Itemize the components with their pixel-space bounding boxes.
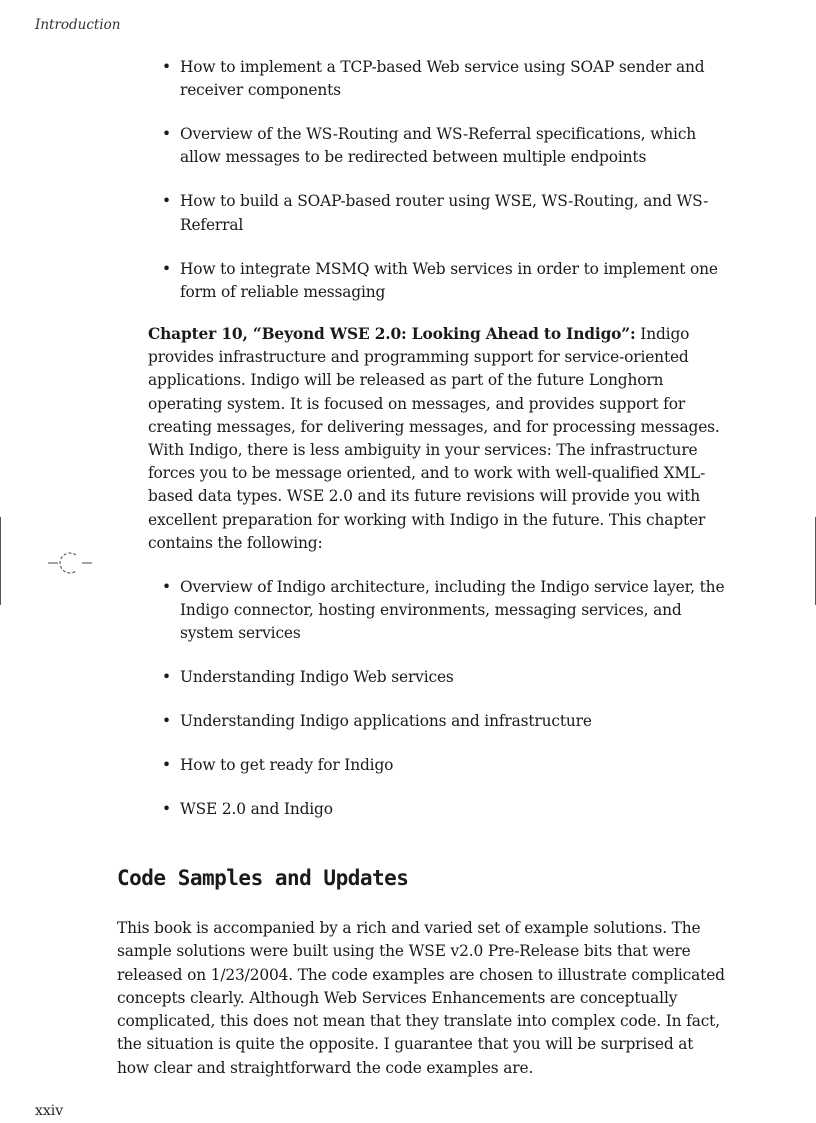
page-number: xxiv xyxy=(35,1103,64,1119)
crop-mark-left xyxy=(0,517,1,605)
list-item: • How to implement a TCP-based Web service using SOAP sender and receiver components xyxy=(148,56,728,102)
list-item: • Understanding Indigo applications and infrastructure xyxy=(148,710,728,733)
chapter10-text: Indigo provides infrastructure and programming support for service-oriented applications. Indigo will be released as part of the future Longhorn operating system. It is focused on messages, and provides support for creating messages, for delivering messages, and for processing messages. With Indigo, there is less ambiguity in your services: The infrastructure forces you to be message oriented, and to work with well-qualified XML-based data types. WSE 2.0 and its future revisions will provide you with excellent preparation for working with Indigo in the future. This chapter contains the following: xyxy=(148,325,720,552)
list-item: • Overview of Indigo architecture, including the Indigo service layer, the Indigo connector, hosting environments, messaging services, and system services xyxy=(148,576,728,646)
section-heading: Code Samples and Updates xyxy=(117,866,409,890)
chapter10-description xyxy=(148,323,732,555)
chapter9-bullet-list xyxy=(148,56,728,325)
list-item: • How to get ready for Indigo xyxy=(148,754,728,777)
registration-mark-icon xyxy=(48,550,92,576)
list-item: • Overview of the WS-Routing and WS-Referral specifications, which allow messages to be redirected between multiple endpoints xyxy=(148,123,728,169)
running-head: Introduction xyxy=(35,17,121,33)
list-item: • How to build a SOAP-based router using WSE, WS-Routing, and WS-Referral xyxy=(148,190,728,236)
chapter10-bullet-list xyxy=(148,576,728,842)
chapter10-title: Chapter 10, “Beyond WSE 2.0: Looking Ahead to Indigo”: xyxy=(148,325,636,343)
section-paragraph: This book is accompanied by a rich and varied set of example solutions. The sample solutions were built using the WSE v2.0 Pre-Release bits that were released on 1/23/2004. The code examples are chosen to illustrate complicated concepts clearly. Although Web Services Enhancements are conceptually complicated, this does not mean that they translate into complex code. In fact, the situation is quite the opposite. I guarantee that you will be surprised at how clear and straightforward the code examples are. xyxy=(117,919,725,1077)
list-item: • Understanding Indigo Web services xyxy=(148,666,728,689)
list-item: • How to integrate MSMQ with Web services in order to implement one form of reliable messaging xyxy=(148,258,728,304)
list-item: • WSE 2.0 and Indigo xyxy=(148,798,728,821)
